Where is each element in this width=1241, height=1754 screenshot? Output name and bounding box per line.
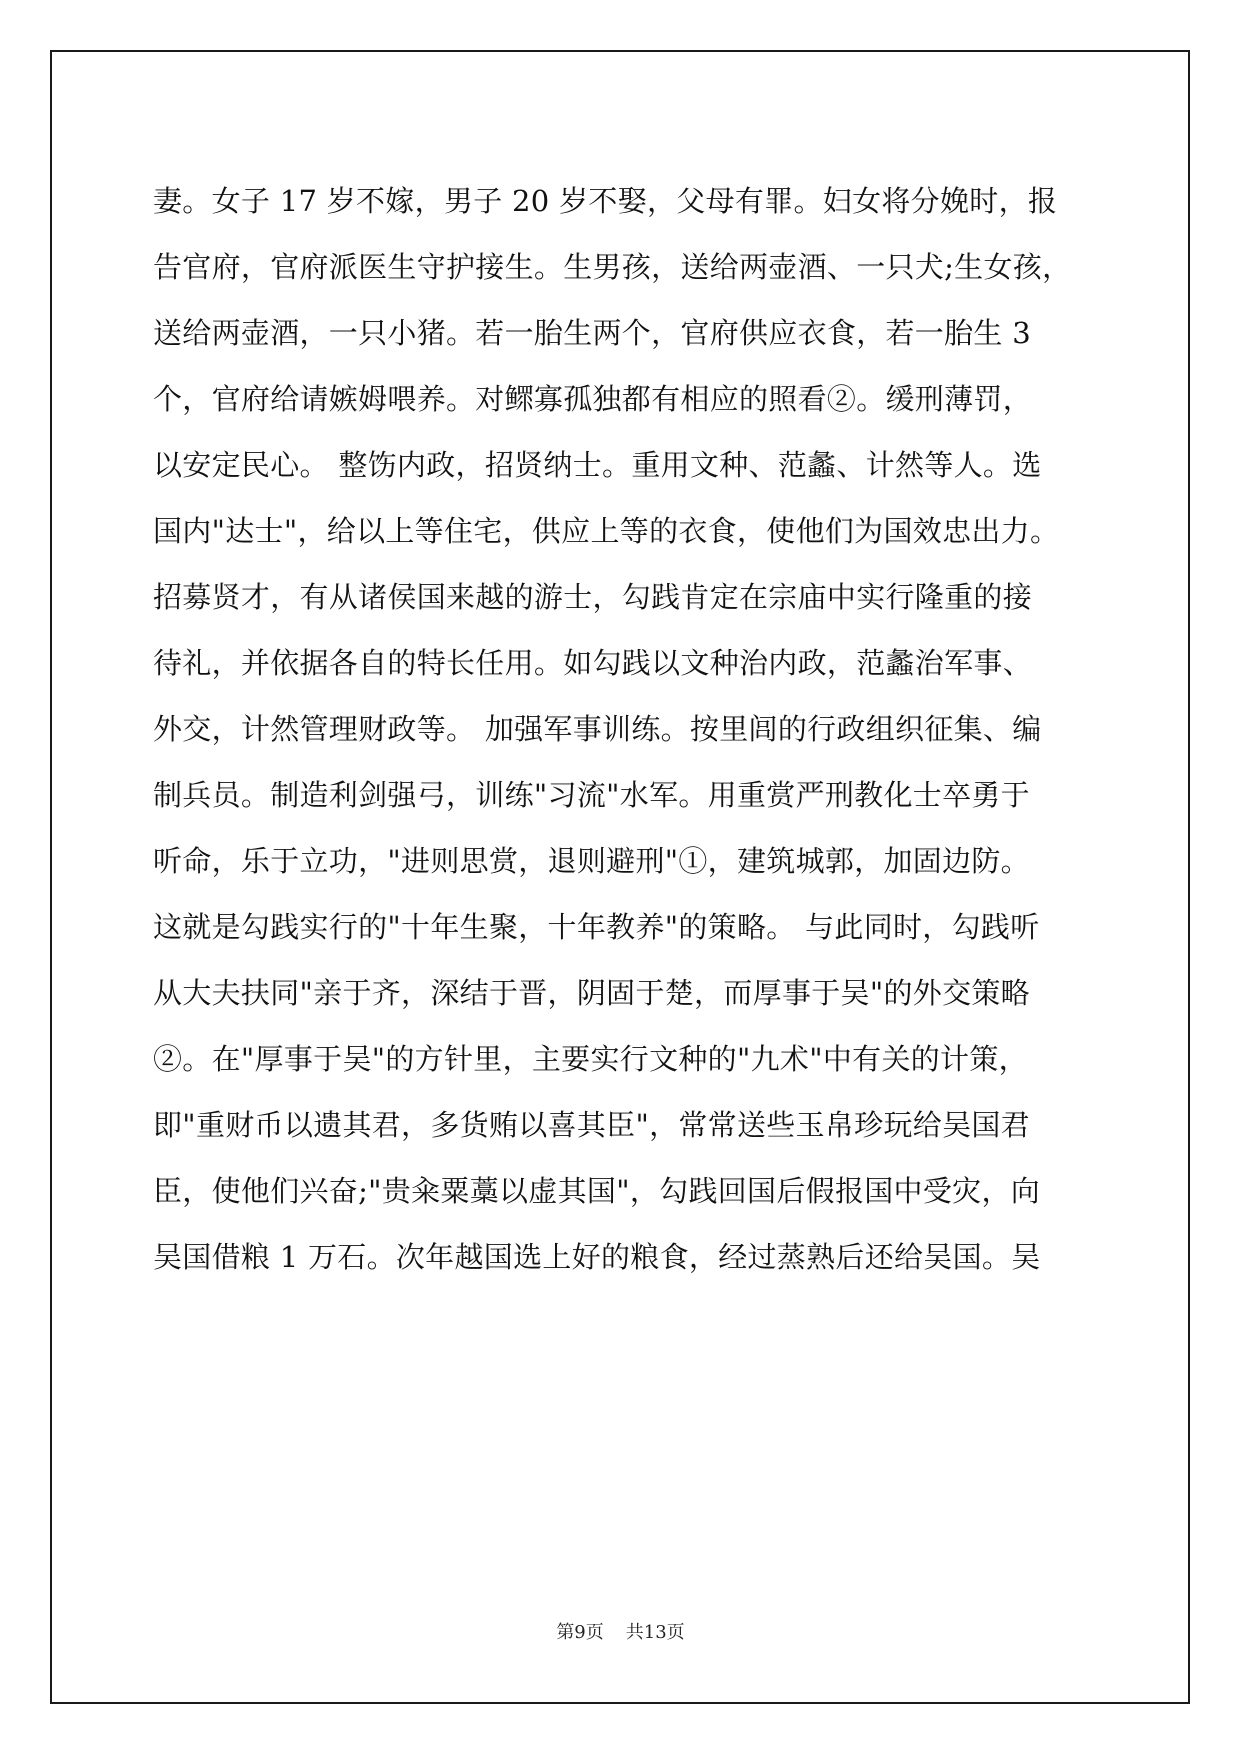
text-line: 个，官府给请嫉姆喂养。对鳏寡孤独都有相应的照看②。缓刑薄罚， — [153, 382, 1033, 416]
text-line: 从大夫扶同"亲于齐，深结于晋，阴固于楚，而厚事于吴"的外交策略 — [153, 976, 1030, 1010]
text-line: 招募贤才，有从诸侯国来越的游士，勾践肯定在宗庙中实行隆重的接 — [153, 580, 1033, 614]
page-footer — [0, 1618, 1241, 1644]
text-line: 待礼，并依据各自的特长任用。如勾践以文种治内政，范蠡治军事、 — [153, 646, 1033, 680]
text-line: 制兵员。制造利剑强弓，训练"习流"水军。用重赏严刑教化士卒勇于 — [153, 778, 1030, 812]
text-line: 即"重财币以遗其君，多货贿以喜其臣"，常常送些玉帛珍玩给吴国君 — [153, 1108, 1030, 1142]
text-line: 送给两壶酒，一只小猪。若一胎生两个，官府供应衣食，若一胎生 3 — [153, 316, 1031, 350]
text-line: 这就是勾践实行的"十年生聚，十年教养"的策略。 与此同时，勾践听 — [153, 910, 1040, 944]
text-line: 国内"达士"，给以上等住宅，供应上等的衣食，使他们为国效忠出力。 — [153, 514, 1060, 548]
text-line: ②。在"厚事于吴"的方针里，主要实行文种的"九术"中有关的计策， — [153, 1042, 1028, 1076]
text-line: 以安定民心。 整饬内政，招贤纳士。重用文种、范蠡、计然等人。选 — [153, 448, 1042, 482]
text-line: 臣，使他们兴奋;"贵籴粟藁以虚其国"，勾践回国后假报国中受灾，向 — [153, 1174, 1041, 1208]
page-number: 第9页 — [556, 1622, 604, 1643]
document-body — [153, 168, 1093, 1290]
page-total: 共13页 — [625, 1622, 685, 1643]
text-line: 妻。女子 17 岁不嫁，男子 20 岁不娶，父母有罪。妇女将分娩时，报 — [153, 184, 1058, 218]
text-line: 外交，计然管理财政等。 加强军事训练。按里闾的行政组织征集、编 — [153, 712, 1042, 746]
text-line: 听命，乐于立功，"进则思赏，退则避刑"①，建筑城郭，加固边防。 — [153, 844, 1030, 878]
text-line: 告官府，官府派医生守护接生。生男孩，送给两壶酒、一只犬;生女孩， — [153, 250, 1072, 284]
text-line: 吴国借粮 1 万石。次年越国选上好的粮食，经过蒸熟后还给吴国。吴 — [153, 1240, 1041, 1274]
